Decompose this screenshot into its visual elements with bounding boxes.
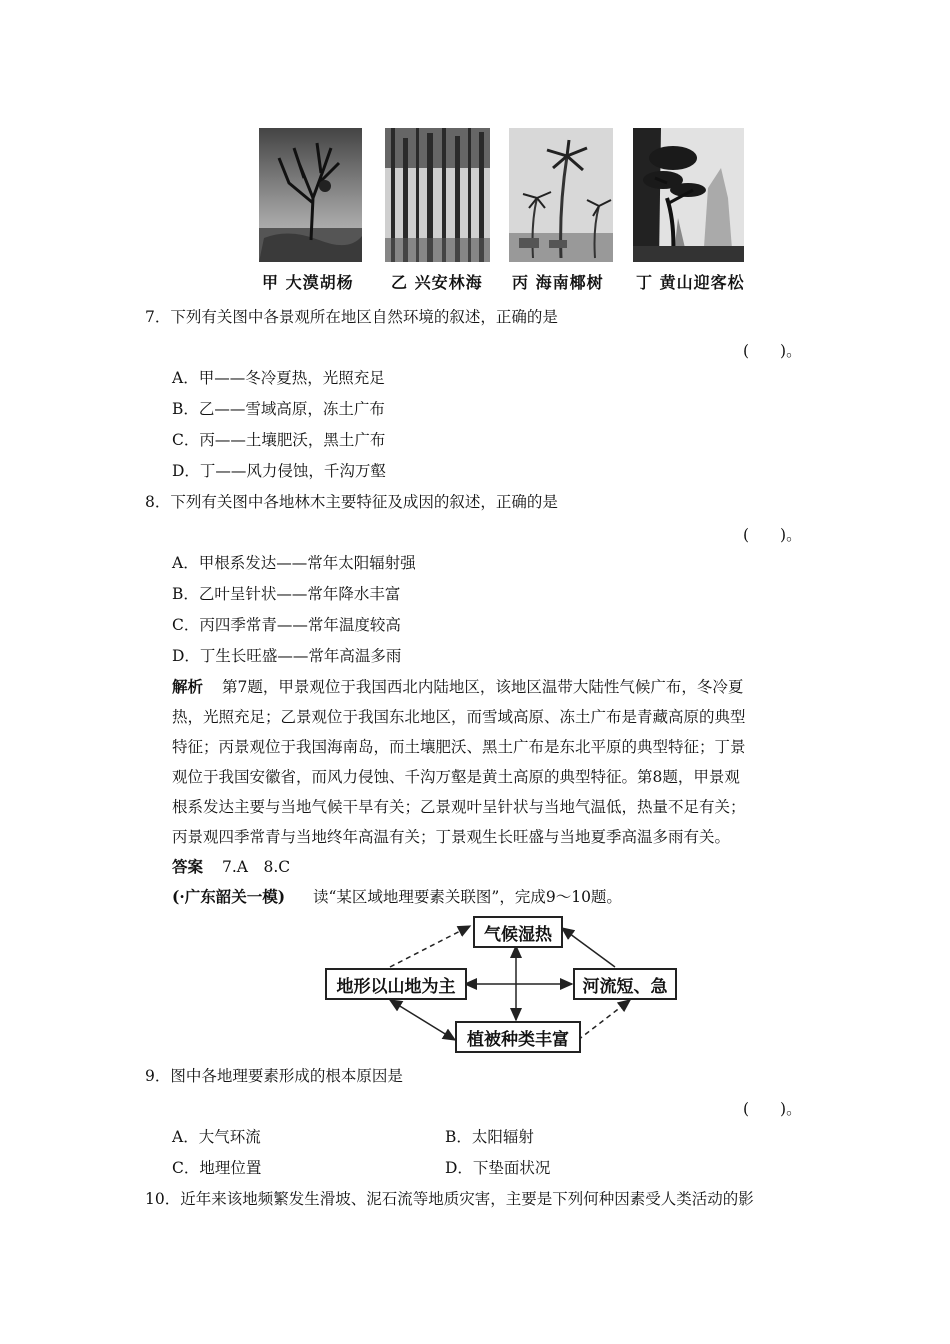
analysis-line-6: 丙景观四季常青与当地终年高温有关；丁景观生长旺盛与当地夏季高温多雨有关。 — [172, 828, 731, 846]
q9-option-c: C．地理位置 — [172, 1159, 262, 1177]
q9-option-b: B．太阳辐射 — [445, 1128, 534, 1146]
welcoming-pine-photo-icon — [633, 128, 744, 262]
q8-option-a: A．甲根系发达——常年太阳辐射强 — [172, 554, 416, 572]
photo-forest — [385, 128, 490, 262]
coconut-palm-photo-icon — [509, 128, 613, 262]
q9-option-a: A．大气环流 — [172, 1128, 261, 1146]
analysis-line-2: 热，光照充足；乙景观位于我国东北地区，而雪域高原、冻土广布是青藏高原的典型 — [172, 708, 746, 726]
diagram-node-rivers: 河流短、急 — [573, 968, 677, 1000]
desert-poplar-photo-icon — [259, 128, 362, 262]
q7-stem: 7．下列有关图中各景观所在地区自然环境的叙述，正确的是 — [145, 308, 558, 326]
photo-desert-poplar — [259, 128, 362, 262]
analysis-line-1: 第7题，甲景观位于我国西北内陆地区，该地区温带大陆性气候广布，冬冷夏 — [222, 678, 744, 696]
q7-answer-blank: ( )。 — [743, 342, 802, 360]
answer-label: 答案 — [172, 857, 204, 876]
q10-stem: 10．近年来该地频繁发生滑坡、泥石流等地质灾害，主要是下列何种因素受人类活动的影 — [145, 1190, 754, 1208]
q8-option-c: C．丙四季常青——常年温度较高 — [172, 616, 401, 634]
intro-source: (·广东韶关一模) — [172, 887, 286, 906]
photo-caption-4: 丁 黄山迎客松 — [636, 273, 745, 292]
q8-option-b: B．乙叶呈针状——常年降水丰富 — [172, 585, 401, 603]
diagram-node-climate: 气候湿热 — [473, 916, 563, 948]
q7-option-a: A．甲——冬冷夏热，光照充足 — [172, 369, 385, 387]
photo-caption-3: 丙 海南椰树 — [512, 273, 604, 292]
analysis-line-3: 特征；丙景观位于我国海南岛，而土壤肥沃、黑土广布是东北平原的典型特征；丁景 — [172, 738, 746, 756]
answer-text: 7.A 8.C — [222, 858, 291, 876]
diagram-node-vegetation: 植被种类丰富 — [455, 1021, 581, 1053]
forest-photo-icon — [385, 128, 490, 262]
analysis-line-4: 观位于我国安徽省，而风力侵蚀、千沟万壑是黄土高原的典型特征。第8题，甲景观 — [172, 768, 740, 786]
analysis-label: 解析 — [172, 677, 204, 696]
q8-option-d: D．丁生长旺盛——常年高温多雨 — [172, 647, 402, 665]
diagram-node-terrain: 地形以山地为主 — [325, 968, 467, 1000]
photo-caption-2: 乙 兴安林海 — [391, 273, 483, 292]
intro-text: 读“某区域地理要素关联图”，完成9～10题。 — [313, 888, 622, 906]
q8-answer-blank: ( )。 — [743, 526, 802, 544]
q7-option-d: D．丁——风力侵蚀，千沟万壑 — [172, 462, 386, 480]
q7-option-c: C．丙——土壤肥沃，黑土广布 — [172, 431, 386, 449]
photo-welcoming-pine — [633, 128, 744, 262]
photo-caption-1: 甲 大漠胡杨 — [262, 273, 354, 292]
photo-coconut-palm — [509, 128, 613, 262]
q9-answer-blank: ( )。 — [743, 1100, 802, 1118]
q8-stem: 8．下列有关图中各地林木主要特征及成因的叙述，正确的是 — [145, 493, 558, 511]
analysis-line-5: 根系发达主要与当地气候干旱有关；乙景观叶呈针状与当地气温低，热量不足有关； — [172, 798, 746, 816]
q7-option-b: B．乙——雪域高原，冻土广布 — [172, 400, 385, 418]
q9-option-d: D．下垫面状况 — [445, 1159, 551, 1177]
q9-stem: 9．图中各地理要素形成的根本原因是 — [145, 1067, 403, 1085]
